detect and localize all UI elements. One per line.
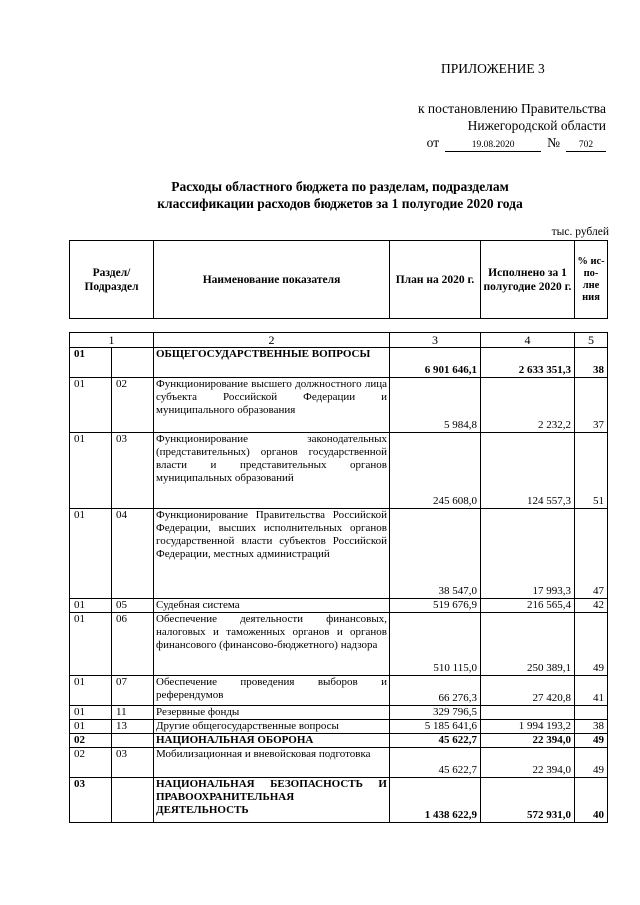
plan-value: 1 438 622,9 [390, 778, 481, 823]
column-number: 2 [154, 333, 390, 348]
title-line-1: Расходы областного бюджета по разделам, подразделам [171, 179, 509, 194]
percent-value: 49 [575, 613, 608, 676]
executed-value: 22 394,0 [481, 748, 575, 778]
plan-value: 66 276,3 [390, 676, 481, 706]
executed-value: 2 633 351,3 [481, 348, 575, 378]
percent-value: 40 [575, 778, 608, 823]
subsection-code: 04 [112, 509, 154, 599]
indicator-name: Мобилизационная и вневойсковая подготовка [154, 748, 390, 778]
col-header-percent: % ис-по-лне ния [575, 241, 608, 319]
plan-value: 6 901 646,1 [390, 348, 481, 378]
executed-value: 17 993,3 [481, 509, 575, 599]
column-number: 1 [70, 333, 154, 348]
percent-value: 49 [575, 734, 608, 748]
unit-label: тыс. рублей [551, 226, 609, 238]
col-header-name: Наименование показателя [154, 241, 390, 319]
plan-value: 519 676,9 [390, 599, 481, 613]
percent-value: 38 [575, 348, 608, 378]
section-code: 01 [70, 433, 112, 509]
plan-value: 329 796,5 [390, 706, 481, 720]
subsection-code: 03 [112, 748, 154, 778]
col-header-section: Раздел/ Подраздел [70, 241, 154, 319]
plan-value: 45 622,7 [390, 734, 481, 748]
table-row [70, 676, 608, 706]
executed-value: 22 394,0 [481, 734, 575, 748]
section-code: 01 [70, 613, 112, 676]
table-row [70, 509, 608, 599]
decree-number: 702 [566, 139, 606, 152]
indicator-name: Судебная система [154, 599, 390, 613]
table-row [70, 720, 608, 734]
column-number: 3 [390, 333, 481, 348]
indicator-name: Обеспечение проведения выборов и референдумов [154, 676, 390, 706]
subsection-code: 05 [112, 599, 154, 613]
table-row [70, 613, 608, 676]
plan-value: 5 185 641,6 [390, 720, 481, 734]
percent-value: 38 [575, 720, 608, 734]
indicator-name: ОБЩЕГОСУДАРСТВЕННЫЕ ВОПРОСЫ [154, 348, 390, 378]
section-code: 01 [70, 706, 112, 720]
indicator-name: Функционирование высшего должностного лица субъекта Российской Федерации и муниципального образования [154, 378, 390, 433]
executed-value: 216 565,4 [481, 599, 575, 613]
table-row [70, 778, 608, 823]
percent-value: 49 [575, 748, 608, 778]
section-code: 01 [70, 676, 112, 706]
column-number: 5 [575, 333, 608, 348]
subsection-code: 07 [112, 676, 154, 706]
decree-line-2: Нижегородской области [467, 118, 606, 133]
section-code: 02 [70, 748, 112, 778]
executed-value: 250 389,1 [481, 613, 575, 676]
subsection-code [112, 734, 154, 748]
plan-value: 5 984,8 [390, 378, 481, 433]
indicator-name: Обеспечение деятельности финансовых, налоговых и таможенных органов и органов финансового (финансово-бюджетного) надзора [154, 613, 390, 676]
section-code: 01 [70, 720, 112, 734]
decree-line-1: к постановлению Правительства [417, 101, 606, 116]
decree-date-row [346, 134, 606, 152]
indicator-name: НАЦИОНАЛЬНАЯ ОБОРОНА [154, 734, 390, 748]
executed-value: 27 420,8 [481, 676, 575, 706]
percent-value: 47 [575, 509, 608, 599]
decree-reference [346, 100, 606, 152]
section-code: 01 [70, 378, 112, 433]
indicator-name: Резервные фонды [154, 706, 390, 720]
subsection-code: 03 [112, 433, 154, 509]
subsection-code [112, 778, 154, 823]
section-code: 02 [70, 734, 112, 748]
appendix-label: ПРИЛОЖЕНИЕ 3 [441, 61, 545, 76]
column-number-row [70, 333, 608, 348]
section-code: 01 [70, 599, 112, 613]
plan-value: 245 608,0 [390, 433, 481, 509]
expenditure-table [69, 332, 608, 823]
executed-value: 2 232,2 [481, 378, 575, 433]
table-row [70, 748, 608, 778]
table-row [70, 378, 608, 433]
col-header-executed: Исполнено за 1 полугодие 2020 г. [481, 241, 575, 319]
subsection-code: 13 [112, 720, 154, 734]
percent-value: 41 [575, 676, 608, 706]
decree-date: 19.08.2020 [445, 139, 541, 152]
section-code: 01 [70, 348, 112, 378]
number-sign: № [547, 135, 560, 150]
from-label: от [426, 135, 440, 150]
document-title [60, 178, 620, 212]
indicator-name: Другие общегосударственные вопросы [154, 720, 390, 734]
table-row [70, 599, 608, 613]
indicator-name: Функционирование законодательных (представительных) органов государственной власти и представительных органов муниципальных образований [154, 433, 390, 509]
executed-value: 1 994 193,2 [481, 720, 575, 734]
table-row [70, 706, 608, 720]
col-header-plan: План на 2020 г. [390, 241, 481, 319]
percent-value: 42 [575, 599, 608, 613]
percent-value [575, 706, 608, 720]
indicator-name: НАЦИОНАЛЬНАЯ БЕЗОПАСНОСТЬ И ПРАВООХРАНИТЕЛЬНАЯ ДЕЯТЕЛЬНОСТЬ [154, 778, 390, 823]
subsection-code: 06 [112, 613, 154, 676]
percent-value: 51 [575, 433, 608, 509]
percent-value: 37 [575, 378, 608, 433]
plan-value: 45 622,7 [390, 748, 481, 778]
section-code: 01 [70, 509, 112, 599]
table-row [70, 348, 608, 378]
table-row [70, 433, 608, 509]
plan-value: 38 547,0 [390, 509, 481, 599]
subsection-code [112, 348, 154, 378]
executed-value: 124 557,3 [481, 433, 575, 509]
title-line-2: классификации расходов бюджетов за 1 полугодие 2020 года [157, 196, 523, 211]
indicator-name: Функционирование Правительства Российской Федерации, высших исполнительных органов государственной власти субъектов Российской Федерации, местных администраций [154, 509, 390, 599]
column-number: 4 [481, 333, 575, 348]
executed-value: 572 931,0 [481, 778, 575, 823]
table-header [69, 240, 608, 319]
executed-value [481, 706, 575, 720]
plan-value: 510 115,0 [390, 613, 481, 676]
subsection-code: 11 [112, 706, 154, 720]
table-row [70, 734, 608, 748]
subsection-code: 02 [112, 378, 154, 433]
section-code: 03 [70, 778, 112, 823]
